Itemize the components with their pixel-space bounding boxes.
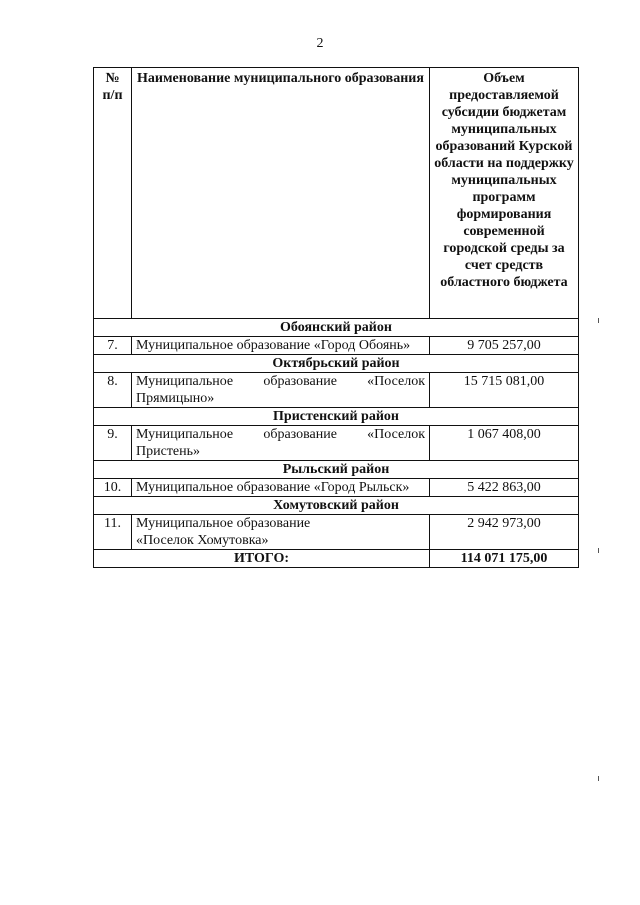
header-number: № п/п	[94, 68, 132, 319]
header-municipality-name: Наименование муниципального образования	[132, 68, 430, 319]
header-subsidy-volume: Объем предоставляемой субсидии бюджетам муниципальных образований Курской области на поддержку муниципальных программ формирования современной городской среды за счет средств областного бюджета	[430, 68, 579, 319]
scan-mark	[598, 318, 599, 323]
municipality-name: Муниципальное образование «Поселок Прямицыно»	[132, 373, 430, 408]
district-row	[94, 319, 579, 337]
table-row	[94, 515, 579, 550]
district-name: Рыльский район	[94, 461, 579, 479]
total-label: ИТОГО:	[94, 550, 430, 568]
district-row	[94, 461, 579, 479]
municipality-name: Муниципальное образование «Город Рыльск»	[132, 479, 430, 497]
district-row	[94, 355, 579, 373]
municipality-name: Муниципальное образование «Поселок Пристень»	[132, 426, 430, 461]
row-number: 10.	[94, 479, 132, 497]
page-number: 2	[316, 36, 324, 51]
subsidy-amount: 1 067 408,00	[430, 426, 579, 461]
subsidy-amount: 5 422 863,00	[430, 479, 579, 497]
municipality-name: Муниципальное образование «Поселок Хомутовка»	[132, 515, 430, 550]
scan-mark	[598, 776, 599, 781]
district-name: Октябрьский район	[94, 355, 579, 373]
row-number: 11.	[94, 515, 132, 550]
row-number: 8.	[94, 373, 132, 408]
district-row	[94, 497, 579, 515]
header-row	[94, 68, 579, 319]
table-row	[94, 426, 579, 461]
district-row	[94, 408, 579, 426]
subsidy-amount: 15 715 081,00	[430, 373, 579, 408]
subsidy-amount: 2 942 973,00	[430, 515, 579, 550]
table-row	[94, 337, 579, 355]
total-amount: 114 071 175,00	[430, 550, 579, 568]
subsidy-table	[93, 67, 579, 568]
table-row	[94, 373, 579, 408]
table-row	[94, 479, 579, 497]
district-name: Обоянский район	[94, 319, 579, 337]
row-number: 9.	[94, 426, 132, 461]
row-number: 7.	[94, 337, 132, 355]
total-row	[94, 550, 579, 568]
district-name: Пристенский район	[94, 408, 579, 426]
scan-mark	[598, 548, 599, 553]
municipality-name: Муниципальное образование «Город Обоянь»	[132, 337, 430, 355]
subsidy-amount: 9 705 257,00	[430, 337, 579, 355]
district-name: Хомутовский район	[94, 497, 579, 515]
